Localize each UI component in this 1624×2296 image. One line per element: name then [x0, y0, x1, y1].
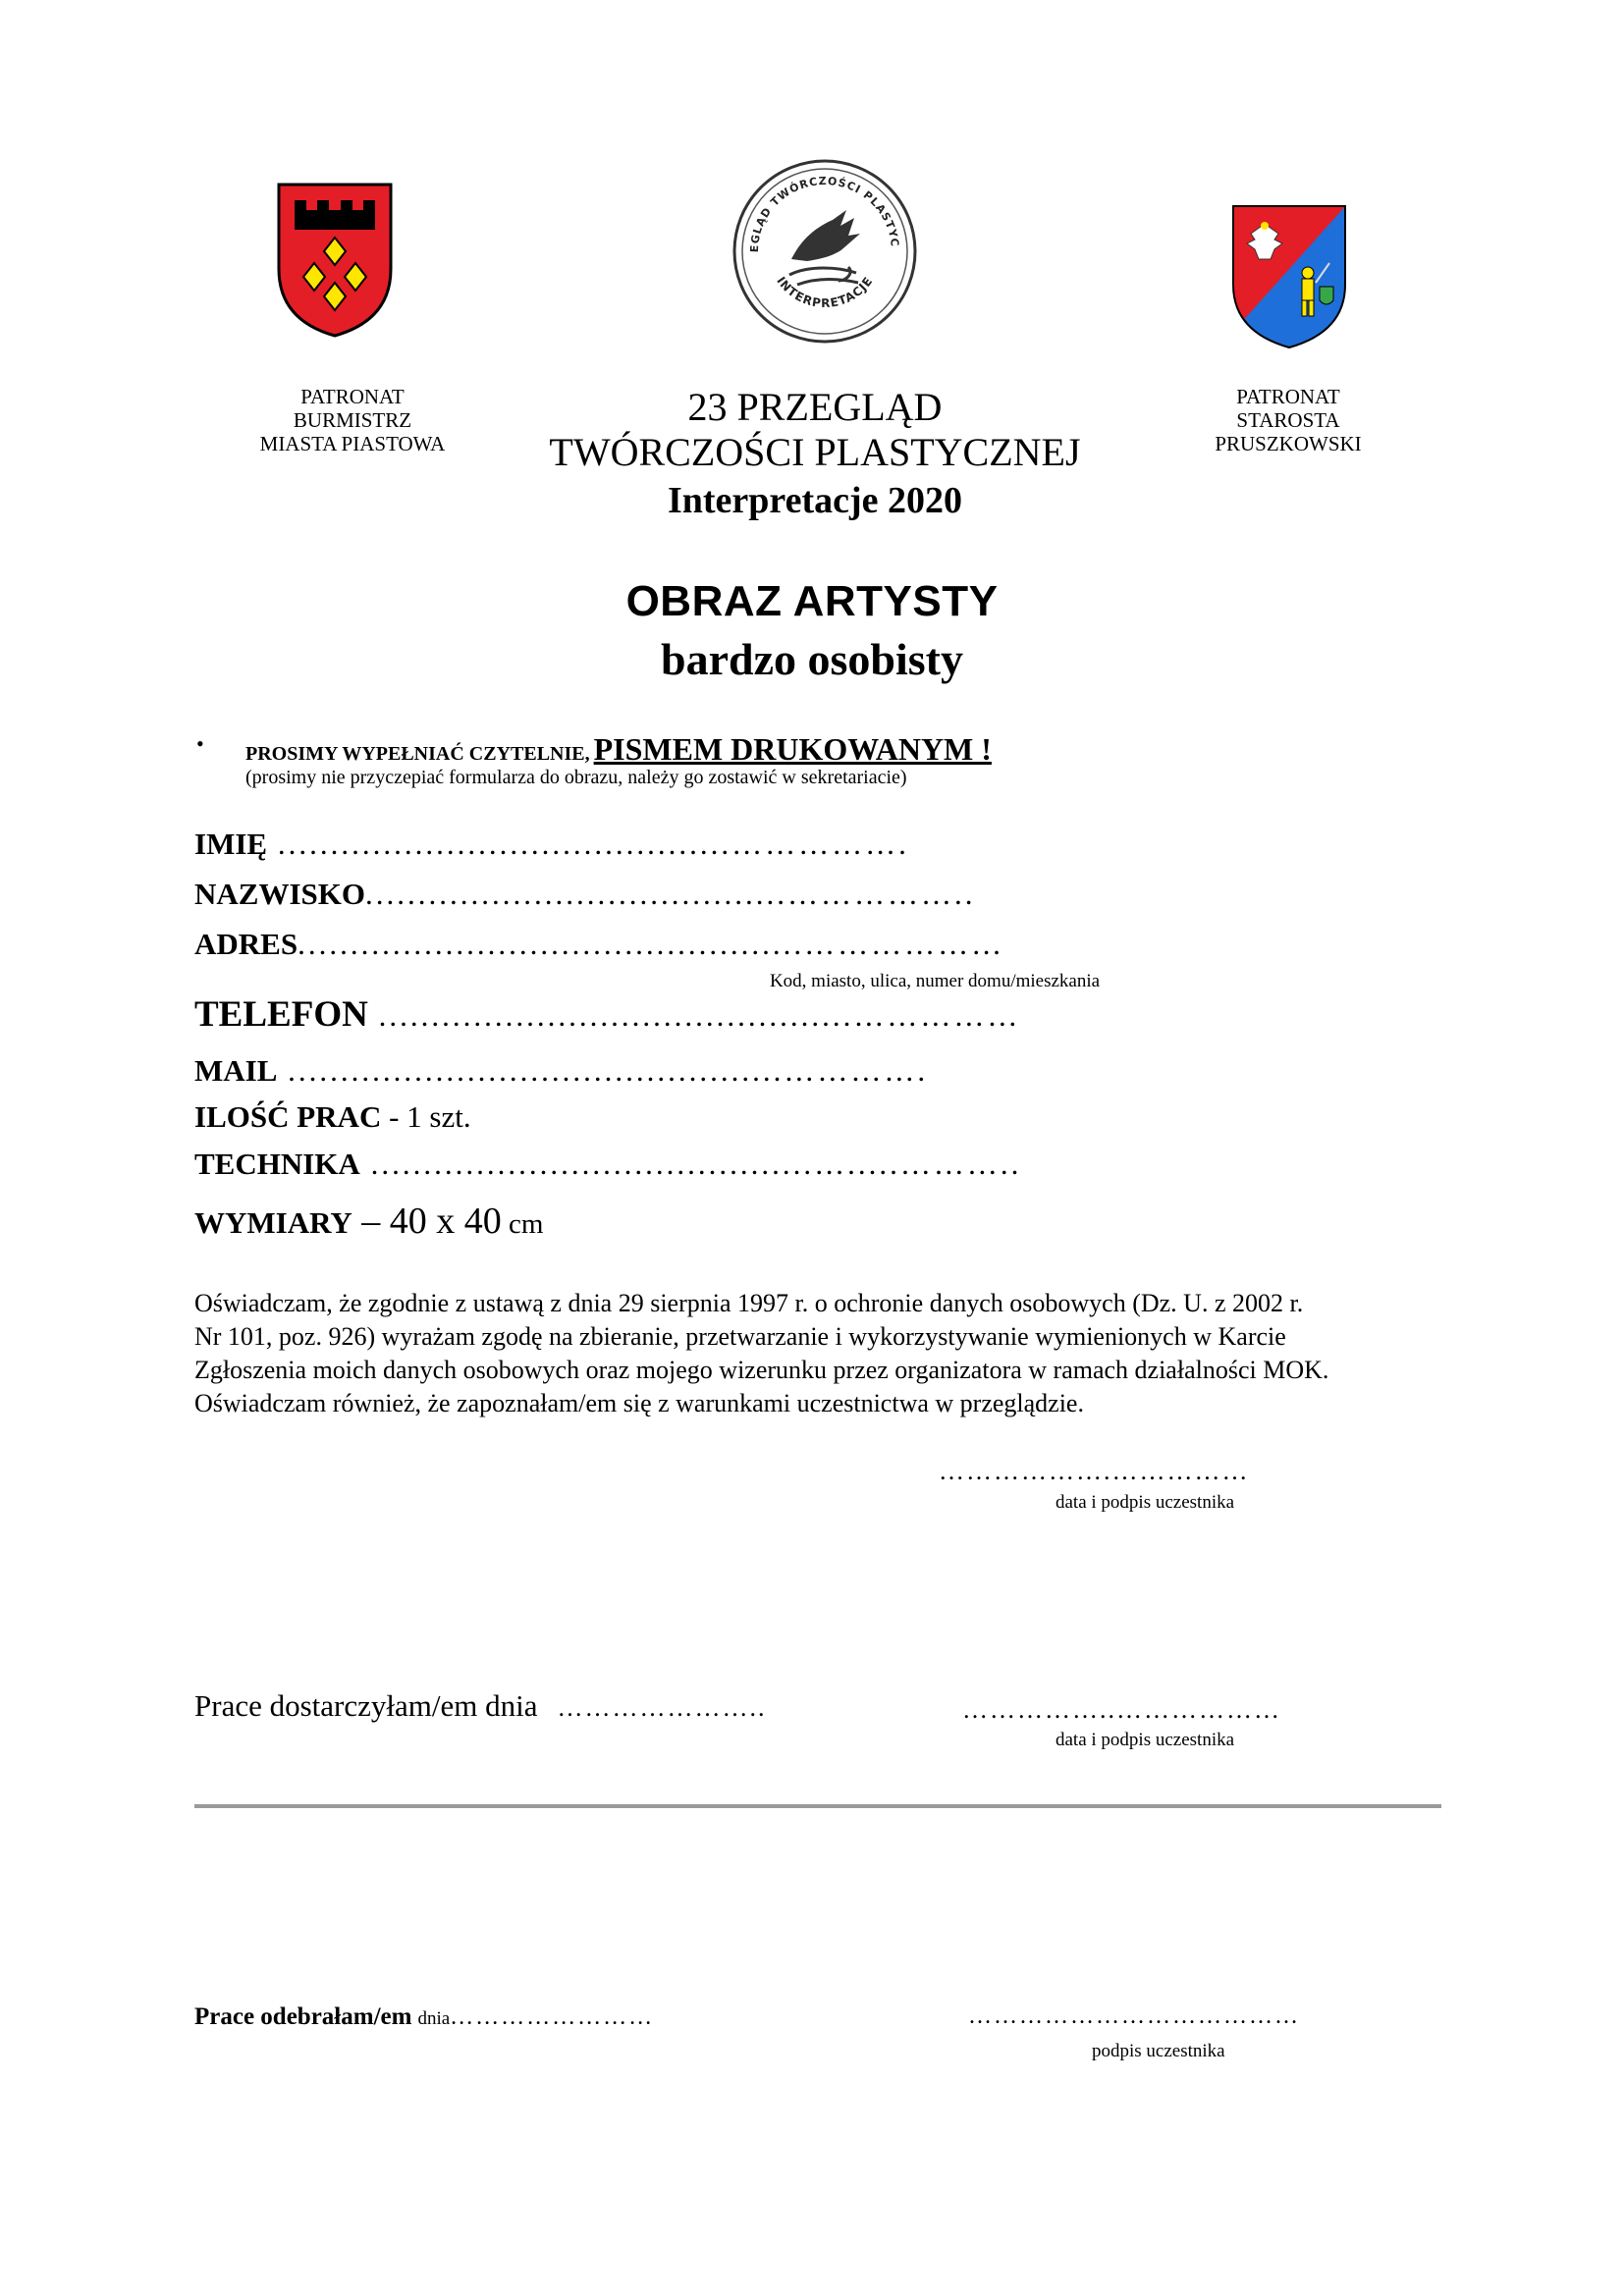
delivered-label: Prace dostarczyłam/em dnia	[194, 1688, 538, 1723]
received-line	[194, 2003, 654, 2031]
field-ilosc-label: ILOŚĆ PRAC	[194, 1099, 382, 1134]
pruszkow-shield-icon	[1231, 204, 1347, 349]
right-patron-line3: PRUSZKOWSKI	[1215, 432, 1362, 455]
field-imie-dots[interactable]: ...........................................…………….	[267, 827, 909, 861]
event-title	[471, 385, 1159, 524]
received-date-dots[interactable]: ……………………	[450, 2004, 655, 2030]
field-technika[interactable]	[194, 1147, 1021, 1182]
field-ilosc-value: - 1 szt.	[381, 1099, 471, 1134]
section-divider	[194, 1804, 1441, 1808]
field-wymiary-label: WYMIARY	[194, 1205, 352, 1240]
declaration-line3: Zgłoszenia moich danych osobowych oraz mojego wizerunku przez organizatora w ramach działalności MOK.	[194, 1356, 1329, 1384]
declaration-line2: Nr 101, poz. 926) wyrażam zgodę na zbieranie, przetwarzanie i wykorzystywanie wymienionych w Karcie	[194, 1322, 1286, 1351]
field-imie[interactable]	[194, 827, 909, 862]
piastow-shield-icon	[277, 183, 393, 338]
festival-stamp-icon	[731, 157, 919, 346]
field-technika-label: TECHNIKA	[194, 1147, 360, 1181]
received-label: Prace odebrałam/em	[194, 2003, 412, 2030]
declaration-line4: Oświadczam również, że zapoznałam/em się z warunkami uczestnictwa w przeglądzie.	[194, 1389, 1084, 1417]
field-nazwisko-label: NAZWISKO	[194, 877, 365, 911]
notice-line	[245, 731, 992, 768]
svg-text:INTERPRETACJE: INTERPRETACJE	[774, 274, 876, 311]
piastow-coat-of-arms	[277, 183, 393, 338]
received-signature-caption: podpis uczestnika	[1092, 2041, 1225, 2061]
field-telefon[interactable]	[194, 993, 1020, 1036]
field-nazwisko[interactable]	[194, 877, 975, 912]
notice-small-text: PROSIMY WYPEŁNIAĆ CZYTELNIE,	[245, 743, 590, 765]
bullet-icon: •	[196, 731, 204, 756]
title-line2: TWÓRCZOŚCI PLASTYCZNEJ	[549, 430, 1081, 474]
field-mail[interactable]	[194, 1053, 928, 1089]
address-hint: Kod, miasto, ulica, numer domu/mieszkania	[769, 971, 1101, 991]
signature1-caption: data i podpis uczestnika	[1056, 1492, 1235, 1513]
field-technika-dots[interactable]: ..........................................….....………..	[359, 1147, 1022, 1181]
right-patron-line1: PATRONAT	[1236, 385, 1340, 408]
delivered-date-dots[interactable]: …………………..	[557, 1693, 767, 1722]
delivered-signature-caption: data i podpis uczestnika	[1056, 1730, 1235, 1750]
received-signature-dots[interactable]: …………………………………	[968, 2003, 1300, 2029]
field-telefon-label: TELEFON	[194, 994, 368, 1035]
form-heading: OBRAZ ARTYSTY	[625, 577, 999, 625]
delivered-line	[194, 1688, 766, 1724]
signature1-dots[interactable]: ……………….……………	[939, 1457, 1250, 1485]
form-subheading: bardzo osobisty	[661, 634, 963, 684]
field-wymiary-dash: –	[352, 1201, 390, 1242]
notice-big-text: PISMEM DRUKOWANYM !	[593, 731, 992, 767]
left-patron-line1: PATRONAT	[300, 385, 405, 408]
consent-declaration	[194, 1287, 1441, 1420]
notice-subtext: (prosimy nie przyczepiać formularza do obrazu, należy go zostawić w sekretariacie)	[245, 767, 907, 788]
field-adres-label: ADRES	[194, 927, 298, 961]
field-mail-dots[interactable]: ...............................................………….	[277, 1053, 929, 1088]
field-ilosc	[194, 1099, 471, 1135]
left-patron-line3: MIASTA PIASTOWA	[259, 432, 446, 455]
delivered-signature-dots[interactable]: ……………..………………	[962, 1695, 1281, 1724]
field-adres-dots[interactable]: ................................................………………	[298, 927, 1005, 961]
field-nazwisko-dots[interactable]: ........................................……………..	[364, 877, 976, 911]
field-wymiary-unit: cm	[501, 1208, 544, 1240]
field-telefon-dots[interactable]: .............................................……………	[367, 998, 1021, 1033]
field-wymiary	[194, 1200, 543, 1243]
festival-logo	[731, 157, 919, 346]
field-imie-label: IMIĘ	[194, 827, 268, 861]
field-adres[interactable]	[194, 927, 1004, 962]
title-line1: 23 PRZEGLĄD	[687, 385, 943, 429]
declaration-line1: Oświadczam, że zgodnie z ustawą z dnia 29 sierpnia 1997 r. o ochronie danych osobowych (Dz. U. z 2002 r.	[194, 1289, 1304, 1317]
received-dnia: dnia	[417, 2008, 451, 2029]
title-line3: Interpretacje 2020	[667, 480, 963, 521]
field-mail-label: MAIL	[194, 1053, 278, 1088]
field-wymiary-value: 40 x 40	[389, 1201, 502, 1242]
svg-text:PRZEGLĄD TWÓRCZOŚCI PLASTYCZNE: EGLĄD TWÓRCZOŚCI PLASTYC	[747, 174, 901, 253]
left-patron	[225, 385, 480, 455]
right-patron	[1161, 385, 1416, 455]
left-patron-line2: BURMISTRZ	[293, 408, 412, 432]
right-patron-line2: STAROSTA	[1236, 408, 1340, 432]
pruszkow-coat-of-arms	[1231, 204, 1347, 349]
